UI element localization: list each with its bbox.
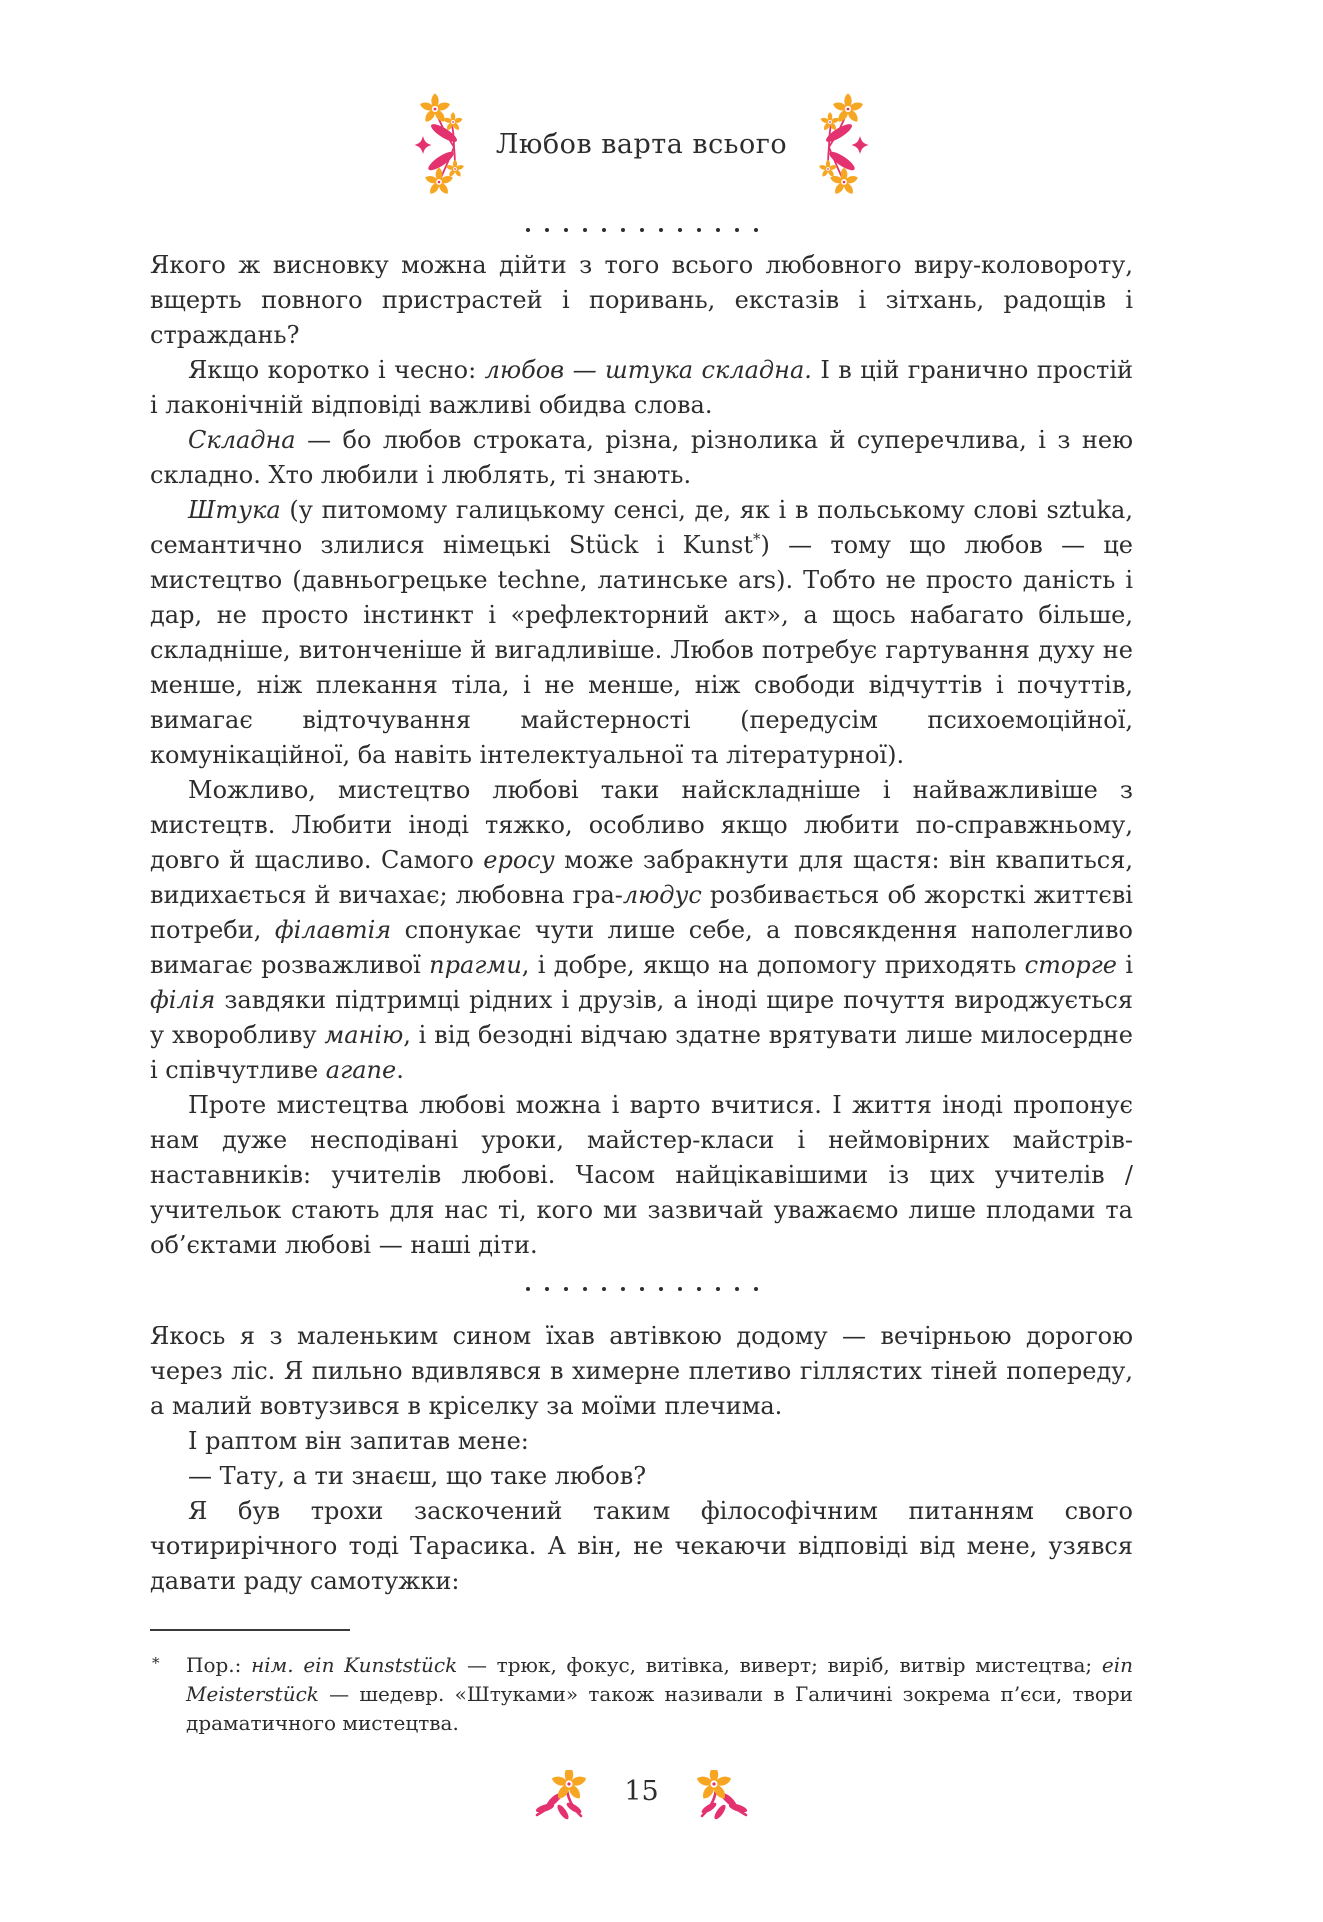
footnote-marker: *: [152, 1654, 160, 1672]
body-paragraph: Штука (у питомому галицькому сенсі, де, як і в польському слові sztuka, семантично злилися німецькі Stück і Kunst*) — тому що любов — це мистецтво (давньогрецьке techne, латинське ars). Тобто не просто даність і дар, не просто інстинкт і «рефлекторний акт», а щось набагато більше, складніше, витонченіше й вигадливіше. Любов потребує гартування духу не менше, ніж плекання тіла, і не менше, ніж свободи відчуттів і почуттів, вимагає відточування майстерності (передусім психоемоційної, комунікаційної, ба навіть інтелектуальної та літературної).: [150, 496, 1133, 769]
floral-ornament-left-icon: [414, 92, 470, 196]
body-text-block-2: [150, 1319, 1133, 1599]
footer-flower-right-icon: [689, 1770, 755, 1828]
page-number: 15: [624, 1775, 659, 1807]
body-paragraph: — Тату, а ти знаєш, що таке любов?: [188, 1462, 647, 1490]
body-paragraph: Я був трохи заскочений таким філософічним питанням свого чотирирічного тоді Тарасика. А він, не чекаючи відповіді від мене, узявся давати раду самотужки:: [150, 1497, 1133, 1595]
footnote-rule: [150, 1629, 350, 1631]
body-paragraph: Якщо коротко і чесно: любов — штука складна. І в цій гранично простій і лаконічній відповіді важливі обидва слова.: [150, 356, 1133, 419]
body-paragraph: Можливо, мистецтво любові таки найскладніше і найважливіше з мистецтв. Любити іноді тяжко, особливо якщо любити по-справжньому, довго й щасливо. Самого еросу може забракнути для щастя: він квапиться, видихається й вичахає; любовна гра-людус розбивається об жорсткі життєві потреби, філавтія спонукає чути лише себе, а повсякдення наполегливо вимагає розважливої прагми, і добре, якщо на допомогу приходять сторге і філія завдяки підтримці рідних і друзів, а іноді щире почуття вироджується у хворобливу манію, і від безодні відчаю здатне врятувати лише милосердне і співчутливе агапе.: [150, 776, 1133, 1084]
body-paragraph: Якось я з маленьким сином їхав автівкою додому — вечірньою дорогою через ліс. Я пильно вдивлявся в химерне плетиво гіллястих тіней попереду, а малий вовтузився в кріселку за моїми плечима.: [150, 1322, 1133, 1420]
page-title: Любов варта всього: [495, 128, 788, 160]
body-paragraph: Проте мистецтва любові можна і варто вчитися. І життя іноді пропонує нам дуже несподівані уроки, майстер-класи і неймовірних майстрів-наставників: учителів любові. Часом найцікавішими із цих учителів / учительок стають для нас ті, кого ми зазвичай уважаємо лише плодами та об’єктами любові — наші діти.: [150, 1091, 1133, 1259]
dots-separator: [150, 1285, 1133, 1293]
floral-ornament-right-icon: [813, 92, 869, 196]
body-paragraph: Якого ж висновку можна дійти з того всього любовного виру-коловороту, вщерть повного пристрастей і поривань, екстазів і зітхань, радощів і страждань?: [150, 251, 1133, 349]
body-paragraph: І раптом він запитав мене:: [188, 1427, 529, 1455]
footer-flower-left-icon: [528, 1770, 594, 1828]
chapter-header: [150, 92, 1133, 196]
footnote-text: Пор.: нім. ein Kunststück — трюк, фокус, витівка, виверт; виріб, витвір мистецтва; ein Meisterstück — шедевр. «Штуками» також називали в Галичині зокрема п’єси, твори драматичного мистецтва.: [186, 1653, 1133, 1735]
body-text-block-1: [150, 248, 1133, 1263]
body-paragraph: Складна — бо любов строката, різна, різнолика й суперечлива, і з нею складно. Хто любили і люблять, ті знають.: [150, 426, 1133, 489]
footnote: [150, 1651, 1133, 1738]
page-footer: [150, 1770, 1133, 1828]
dots-separator: [150, 226, 1133, 234]
